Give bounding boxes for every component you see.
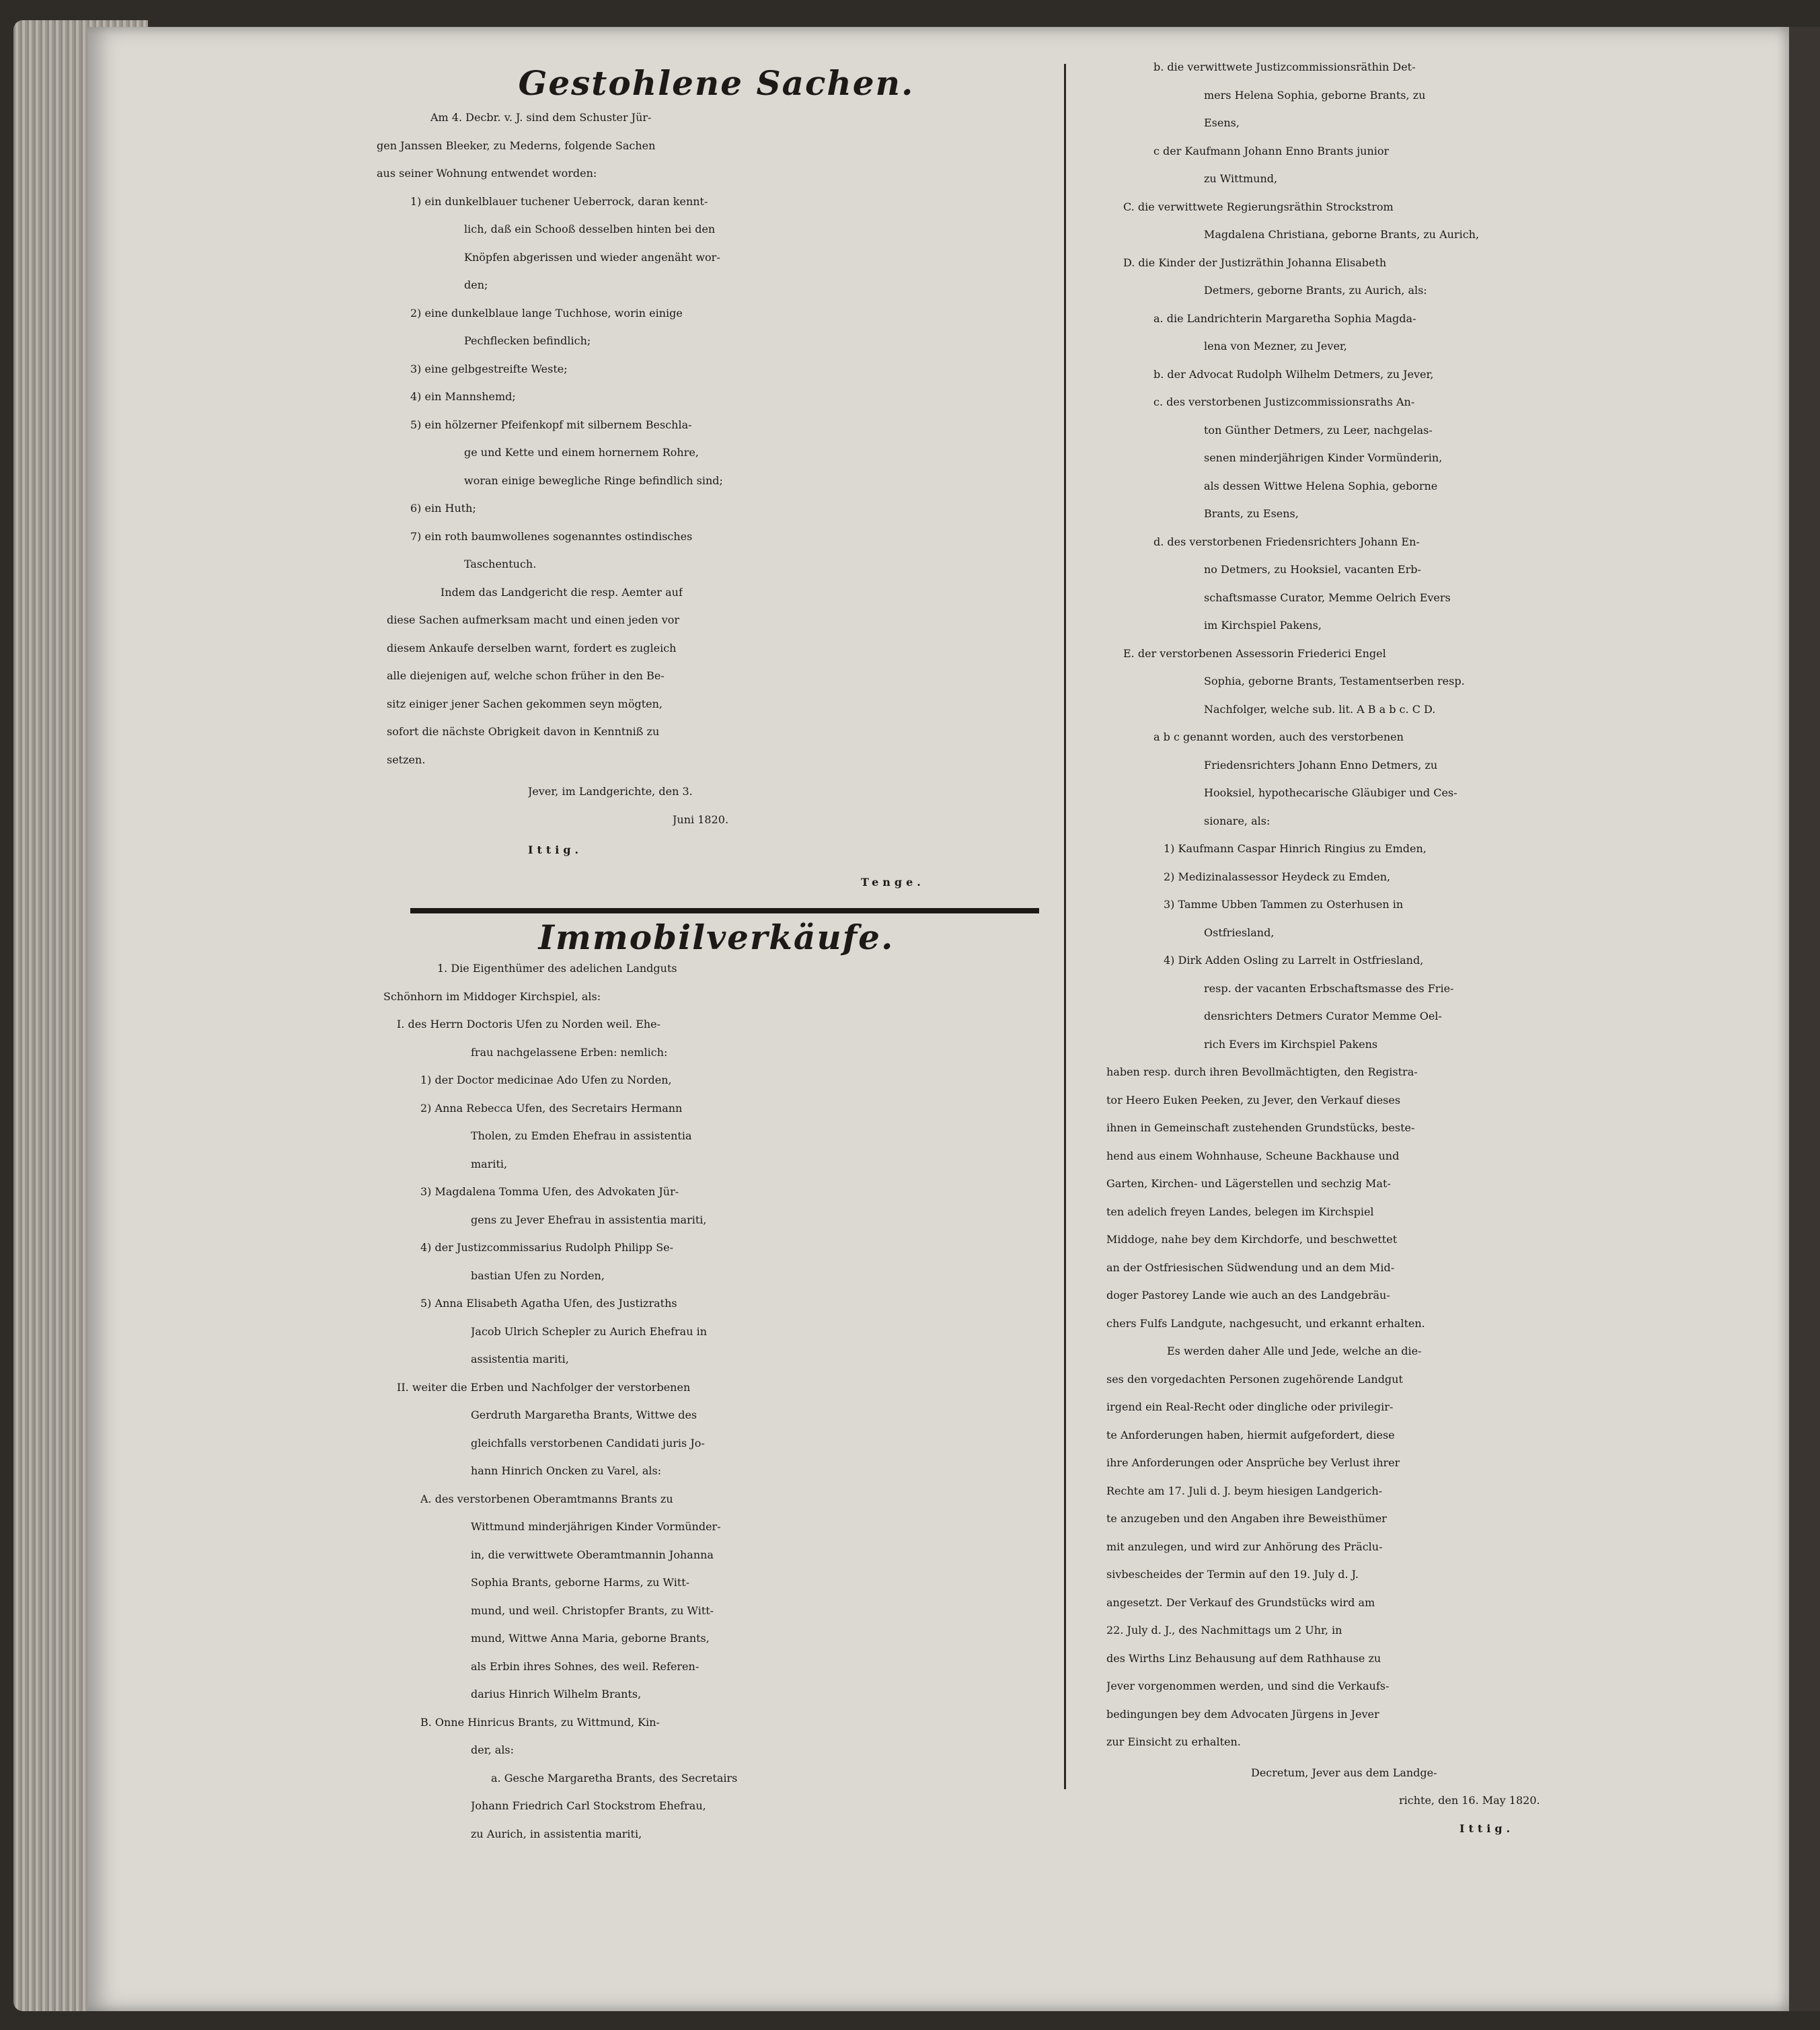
list-item: c der Kaufmann Johann Enno Brants junior <box>1153 144 1390 157</box>
list-item: sionare, als: <box>1204 814 1271 827</box>
text-line: setzen. <box>387 753 426 766</box>
list-item: mariti, <box>471 1157 508 1170</box>
list-item: 2) Anna Rebecca Ufen, des Secretairs Hermann <box>420 1101 683 1115</box>
list-item: Sophia, geborne Brants, Testamentserben resp. <box>1204 675 1465 687</box>
list-item: densrichters Detmers Curator Memme Oel- <box>1204 1010 1442 1022</box>
scanned-page <box>87 27 1789 2011</box>
signature: Tenge. <box>861 875 925 889</box>
list-item: chers Fulfs Landgute, nachgesucht, und erkannt erhalten. <box>1106 1316 1425 1330</box>
list-item: frau nachgelassene Erben: nemlich: <box>471 1045 668 1059</box>
list-item: Friedensrichters Johann Enno Detmers, zu <box>1204 758 1438 772</box>
list-item: Pechflecken befindlich; <box>464 334 591 347</box>
signature: Ittig. <box>528 843 583 856</box>
list-item: Esens, <box>1204 116 1240 129</box>
list-item: Wittmund minderjährigen Kinder Vormünder- <box>471 1520 721 1533</box>
list-item: zur Einsicht zu erhalten. <box>1106 1735 1241 1748</box>
list-item: hend aus einem Wohnhause, Scheune Backhause und <box>1106 1149 1400 1162</box>
text-line: sitz einiger jener Sachen gekommen seyn mögten, <box>387 697 662 710</box>
text-line: gen Janssen Bleeker, zu Mederns, folgende Sachen <box>377 139 656 152</box>
binding-shadow <box>1789 27 1820 2011</box>
list-item: I. des Herrn Doctoris Ufen zu Norden weil. Ehe- <box>397 1018 661 1030</box>
list-item: irgend ein Real-Recht oder dingliche oder privilegir- <box>1106 1400 1394 1413</box>
list-item: 1) ein dunkelblauer tuchener Ueberrock, daran kennt- <box>410 194 708 208</box>
list-item: lena von Mezner, zu Jever, <box>1204 340 1347 352</box>
list-item: 5) ein hölzerner Pfeifenkopf mit silbernem Beschla- <box>410 418 692 431</box>
list-item: 22. July d. J., des Nachmittags um 2 Uhr, in <box>1106 1624 1342 1637</box>
section-rule <box>410 908 1039 913</box>
list-item: Jacob Ulrich Schepler zu Aurich Ehefrau in <box>471 1324 708 1338</box>
list-item: Middoge, nahe bey dem Kirchdorfe, und beschwettet <box>1106 1233 1398 1246</box>
list-item: an der Ostfriesischen Südwendung und an dem Mid- <box>1106 1261 1395 1274</box>
list-item: 1) Kaufmann Caspar Hinrich Ringius zu Emden, <box>1164 842 1427 855</box>
list-item: Detmers, geborne Brants, zu Aurich, als: <box>1204 284 1427 297</box>
list-item: 4) ein Mannshemd; <box>410 390 516 403</box>
list-item: senen minderjährigen Kinder Vormünderin, <box>1204 451 1443 464</box>
list-item: haben resp. durch ihren Bevollmächtigten, den Registra- <box>1106 1065 1418 1078</box>
list-item: der, als: <box>471 1743 515 1756</box>
list-item: Garten, Kirchen- und Lägerstellen und sechzig Mat- <box>1106 1177 1391 1190</box>
list-item: 4) Dirk Adden Osling zu Larrelt in Ostfriesland, <box>1164 954 1424 967</box>
list-item: a. die Landrichterin Margaretha Sophia Magda- <box>1153 311 1416 325</box>
list-item: woran einige bewegliche Ringe befindlich sind; <box>464 474 723 487</box>
list-item: lich, daß ein Schooß desselben hinten bei den <box>464 223 716 235</box>
list-item: tor Heero Euken Peeken, zu Jever, den Verkauf dieses <box>1106 1093 1401 1106</box>
list-item: resp. der vacanten Erbschaftsmasse des Frie- <box>1204 981 1454 995</box>
list-item: mund, Wittwe Anna Maria, geborne Brants, <box>471 1632 710 1645</box>
text-line: diese Sachen aufmerksam macht und einen jeden vor <box>387 613 680 626</box>
list-item: 3) Tamme Ubben Tammen zu Osterhusen in <box>1164 898 1404 911</box>
list-item: hann Hinrich Oncken zu Varel, als: <box>471 1464 662 1477</box>
text-line: sofort die nächste Obrigkeit davon in Kenntniß zu <box>387 725 660 738</box>
heading-stolen-items: Gestohlene Sachen. <box>518 64 915 103</box>
list-item: Nachfolger, welche sub. lit. A B a b c. C D. <box>1204 702 1436 716</box>
list-item: a b c genannt worden, auch des verstorbenen <box>1153 730 1404 743</box>
list-item: 2) Medizinalassessor Heydeck zu Emden, <box>1164 870 1391 883</box>
list-item: Sophia Brants, geborne Harms, zu Witt- <box>471 1576 690 1589</box>
list-item: Brants, zu Esens, <box>1204 507 1299 520</box>
list-item: 3) eine gelbgestreifte Weste; <box>410 362 568 375</box>
list-item: mers Helena Sophia, geborne Brants, zu <box>1204 88 1426 102</box>
text-line: diesem Ankaufe derselben warnt, fordert es zugleich <box>387 641 677 654</box>
list-item: Hooksiel, hypothecarische Gläubiger und Ces- <box>1204 786 1457 799</box>
list-item: Tholen, zu Emden Ehefrau in assistentia <box>471 1129 692 1142</box>
list-item: Taschentuch. <box>464 558 537 570</box>
list-item: A. des verstorbenen Oberamtmanns Brants zu <box>420 1492 673 1505</box>
list-item: gens zu Jever Ehefrau in assistentia mariti, <box>471 1213 707 1226</box>
column-divider <box>1064 64 1066 1789</box>
list-item: 3) Magdalena Tomma Ufen, des Advokaten Jür- <box>420 1185 679 1198</box>
list-item: Jever vorgenommen werden, und sind die Verkaufs- <box>1106 1680 1390 1692</box>
list-item: C. die verwittwete Regierungsräthin Strockstrom <box>1123 200 1394 213</box>
list-item: ihnen in Gemeinschaft zustehenden Grundstücks, beste- <box>1106 1121 1415 1134</box>
list-item: rich Evers im Kirchspiel Pakens <box>1204 1037 1378 1051</box>
list-item: bedingungen bey dem Advocaten Jürgens in Jever <box>1106 1707 1379 1721</box>
list-item: den; <box>464 278 488 291</box>
list-item: schaftsmasse Curator, Memme Oelrich Evers <box>1204 591 1451 604</box>
list-item: des Wirths Linz Behausung auf dem Rathhause zu <box>1106 1651 1381 1665</box>
list-item: Knöpfen abgerissen und wieder angenäht wor- <box>464 250 720 264</box>
list-item: D. die Kinder der Justizräthin Johanna Elisabeth <box>1123 256 1387 269</box>
list-item: Es werden daher Alle und Jede, welche an die- <box>1167 1345 1422 1357</box>
heading-real-estate-sales: Immobilverkäufe. <box>538 918 895 957</box>
list-item: Magdalena Christiana, geborne Brants, zu Aurich, <box>1204 228 1480 241</box>
list-item: no Detmers, zu Hooksiel, vacanten Erb- <box>1204 563 1421 576</box>
list-item: als dessen Wittwe Helena Sophia, geborne <box>1204 479 1438 492</box>
list-item: assistentia mariti, <box>471 1353 569 1365</box>
list-item: Schönhorn im Middoger Kirchspiel, als: <box>383 989 601 1003</box>
list-item: E. der verstorbenen Assessorin Friederici Engel <box>1123 646 1386 660</box>
list-item: gleichfalls verstorbenen Candidati juris Jo- <box>471 1436 705 1450</box>
list-item: c. des verstorbenen Justizcommissionsraths An- <box>1153 396 1415 408</box>
list-item: 7) ein roth baumwollenes sogenanntes ostindisches <box>410 529 693 543</box>
list-item: te anzugeben und den Angaben ihre Beweisthümer <box>1106 1512 1387 1525</box>
list-item: angesetzt. Der Verkauf des Grundstücks wird am <box>1106 1595 1375 1609</box>
list-item: 2) eine dunkelblaue lange Tuchhose, worin einige <box>410 306 683 319</box>
list-item: II. weiter die Erben und Nachfolger der verstorbenen <box>397 1380 691 1394</box>
list-item: darius Hinrich Wilhelm Brants, <box>471 1688 642 1700</box>
list-item: ihre Anforderungen oder Ansprüche bey Verlust ihrer <box>1106 1456 1400 1469</box>
list-item: 4) der Justizcommissarius Rudolph Philipp Se- <box>420 1241 674 1254</box>
list-item: te Anforderungen haben, hiermit aufgefordert, diese <box>1106 1428 1395 1441</box>
list-item: zu Aurich, in assistentia mariti, <box>471 1827 642 1840</box>
list-item: Rechte am 17. Juli d. J. beym hiesigen Landgerich- <box>1106 1484 1383 1497</box>
decretum: Decretum, Jever aus dem Landge- <box>1251 1766 1437 1779</box>
list-item: Gerdruth Margaretha Brants, Wittwe des <box>471 1408 697 1421</box>
text-line: aus seiner Wohnung entwendet worden: <box>377 167 597 180</box>
signature: Ittig. <box>1459 1821 1515 1835</box>
list-item: in, die verwittwete Oberamtmannin Johanna <box>471 1548 714 1561</box>
list-item: mund, und weil. Christopfer Brants, zu Witt- <box>471 1604 714 1617</box>
list-item: ge und Kette und einem hornernem Rohre, <box>464 446 699 459</box>
list-item: bastian Ufen zu Norden, <box>471 1269 605 1282</box>
list-item: im Kirchspiel Pakens, <box>1204 619 1322 632</box>
text-line: Indem das Landgericht die resp. Aemter auf <box>441 585 683 599</box>
list-item: ten adelich freyen Landes, belegen im Kirchspiel <box>1106 1205 1374 1218</box>
list-item: zu Wittmund, <box>1204 172 1278 185</box>
list-item: 5) Anna Elisabeth Agatha Ufen, des Justizraths <box>420 1297 677 1310</box>
list-item: b. die verwittwete Justizcommissionsräthin Det- <box>1153 61 1416 73</box>
place-date: Jever, im Landgerichte, den 3. <box>528 785 693 798</box>
list-item: Ostfriesland, <box>1204 926 1275 939</box>
list-item: 1) der Doctor medicinae Ado Ufen zu Norden, <box>420 1074 672 1086</box>
list-item: ton Günther Detmers, zu Leer, nachgelas- <box>1204 423 1433 437</box>
list-item: Johann Friedrich Carl Stockstrom Ehefrau, <box>471 1799 706 1812</box>
list-item: ses den vorgedachten Personen zugehörende Landgut <box>1106 1372 1403 1386</box>
date: Juni 1820. <box>673 813 729 826</box>
list-item: d. des verstorbenen Friedensrichters Johann En- <box>1153 535 1420 548</box>
text-line: alle diejenigen auf, welche schon früher in den Be- <box>387 669 665 682</box>
list-item: doger Pastorey Lande wie auch an des Landgebräu- <box>1106 1289 1390 1302</box>
list-item: mit anzulegen, und wird zur Anhörung des Präclu- <box>1106 1540 1383 1553</box>
text-line: Am 4. Decbr. v. J. sind dem Schuster Jür- <box>430 111 652 124</box>
list-item: b. der Advocat Rudolph Wilhelm Detmers, zu Jever, <box>1153 367 1434 381</box>
list-item: 1. Die Eigenthümer des adelichen Landguts <box>437 962 677 975</box>
list-item: sivbescheides der Termin auf den 19. July d. J. <box>1106 1568 1359 1581</box>
date: richte, den 16. May 1820. <box>1399 1794 1540 1807</box>
list-item: a. Gesche Margaretha Brants, des Secretairs <box>491 1771 738 1784</box>
list-item: 6) ein Huth; <box>410 502 476 515</box>
list-item: B. Onne Hinricus Brants, zu Wittmund, Kin- <box>420 1715 660 1729</box>
list-item: als Erbin ihres Sohnes, des weil. Referen- <box>471 1659 699 1673</box>
